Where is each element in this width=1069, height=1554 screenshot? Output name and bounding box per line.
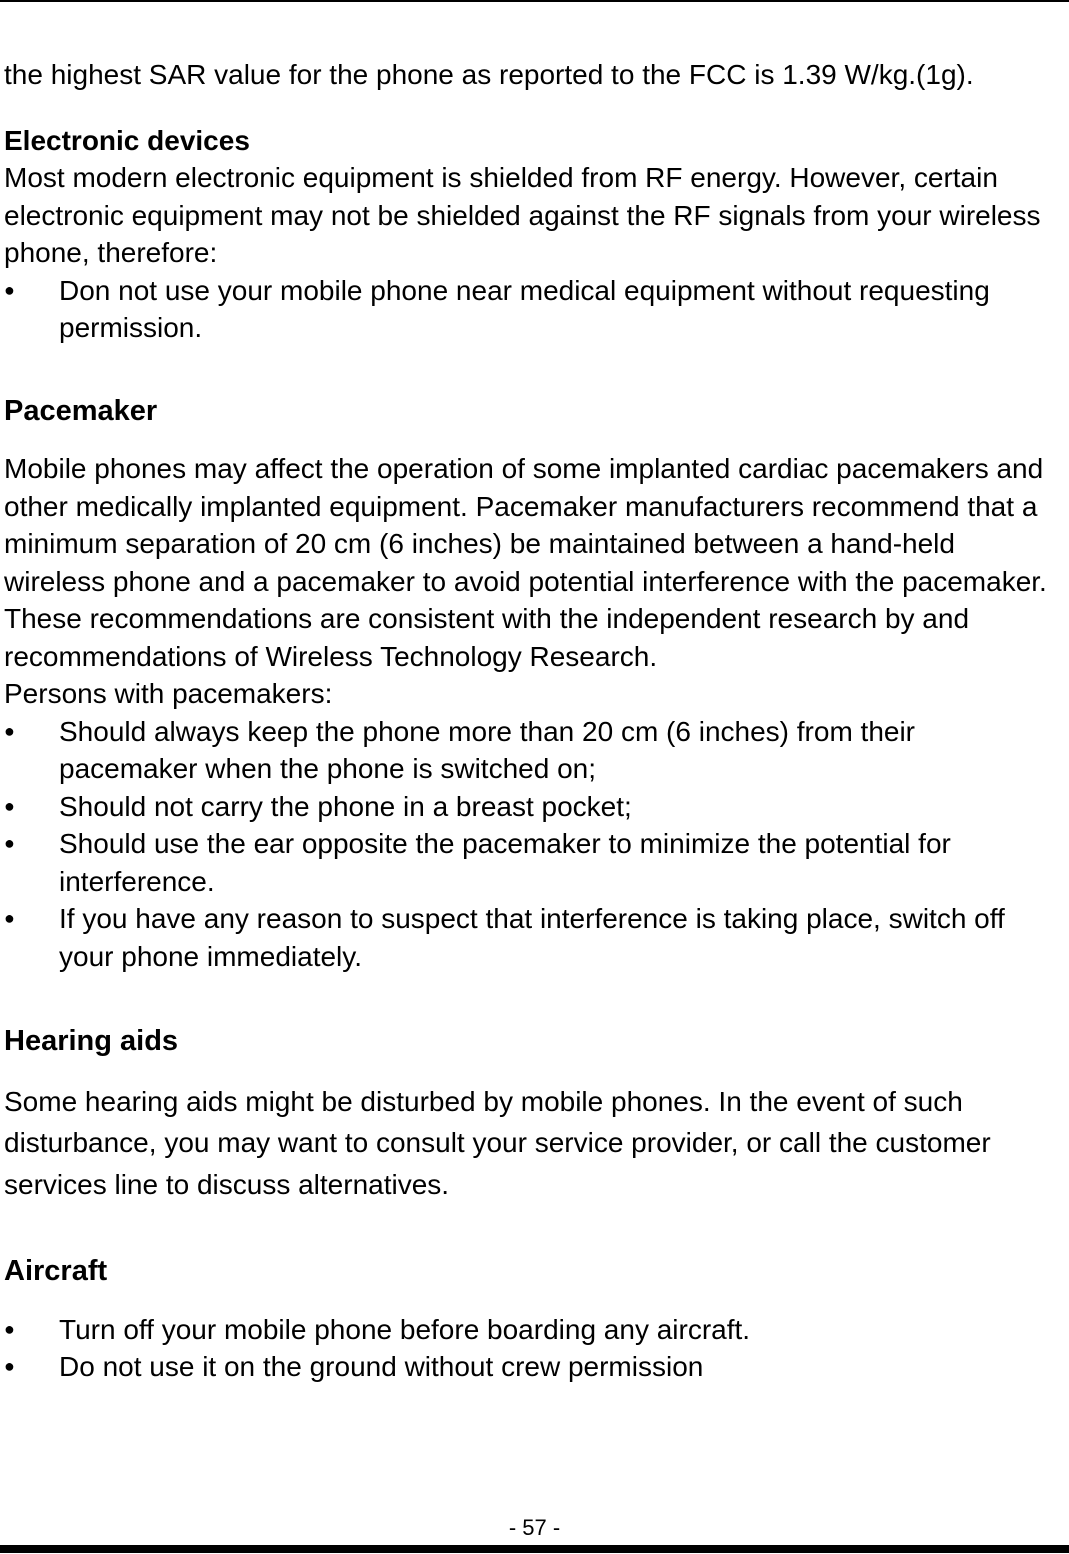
intro-paragraph: the highest SAR value for the phone as reported to the FCC is 1.39 W/kg.(1g).: [4, 59, 974, 90]
bullet-icon: ●: [4, 795, 15, 816]
bullet-icon: ●: [4, 1356, 15, 1376]
list-item-text: Do not use it on the ground without crew permission: [59, 1351, 704, 1382]
page-number: - 57 -: [508, 1515, 561, 1540]
list-item-text: Should always keep the phone more than 20 cm (6 inches) from their pacemaker when the phone is switched on;: [59, 715, 916, 784]
electronic-devices-list: [4, 272, 1059, 347]
list-item: [4, 788, 1059, 826]
list-item: [4, 1348, 1059, 1386]
list-item: [4, 1311, 1059, 1349]
list-item: [4, 825, 1059, 900]
pacemaker-persons-label: Persons with pacemakers:: [4, 678, 333, 709]
document-page: [4, 56, 1059, 1386]
aircraft-section: [4, 1253, 1059, 1386]
electronic-devices-heading: Electronic devices: [4, 124, 250, 156]
list-item-text: Should not carry the phone in a breast pocket;: [59, 790, 632, 822]
bottom-rule: [0, 1545, 1069, 1553]
pacemaker-paragraph: Mobile phones may affect the operation of some implanted cardiac pacemakers and other medically implanted equipment. Pacemaker manufacturers recommend that a minimum separation of 20 cm (6 inches) be maintained between a hand-held wireless phone and a pacemaker to avoid potential interference with the pacemaker. These recommendations are consistent with the independent research by and recommendations of Wireless Technology Research.: [4, 453, 1047, 672]
list-item: [4, 713, 1059, 788]
bullet-icon: ●: [4, 1318, 15, 1339]
list-item: [4, 272, 1059, 347]
bullet-icon: ●: [4, 833, 15, 853]
aircraft-heading: Aircraft: [4, 1255, 108, 1287]
list-item-text: Turn off your mobile phone before boarding any aircraft.: [59, 1313, 751, 1345]
list-item-text: Should use the ear opposite the pacemaker to minimize the potential for interference.: [59, 828, 951, 897]
bullet-icon: ●: [4, 279, 15, 300]
aircraft-list: [4, 1311, 1059, 1386]
hearing-aids-paragraph: Some hearing aids might be disturbed by mobile phones. In the event of such disturbance, you may want to consult your service provider, or call the customer services line to discuss alternatives.: [4, 1085, 991, 1200]
list-item-text: If you have any reason to suspect that interference is taking place, switch off your phone immediately.: [59, 903, 1005, 972]
top-rule: [0, 0, 1069, 2]
pacemaker-list: [4, 713, 1059, 976]
list-item-text: Don not use your mobile phone near medical equipment without requesting permission.: [59, 274, 990, 343]
pacemaker-section: [4, 393, 1059, 976]
list-item: [4, 900, 1059, 975]
bullet-icon: ●: [4, 720, 15, 741]
pacemaker-heading: Pacemaker: [4, 394, 158, 427]
hearing-aids-section: [4, 1023, 1059, 1205]
electronic-devices-paragraph: Most modern electronic equipment is shielded from RF energy. However, certain electronic equipment may not be shielded against the RF signals from your wireless phone, therefore:: [4, 162, 1041, 268]
hearing-aids-heading: Hearing aids: [4, 1025, 179, 1057]
bullet-icon: ●: [4, 908, 15, 928]
electronic-devices-section: [4, 122, 1059, 347]
